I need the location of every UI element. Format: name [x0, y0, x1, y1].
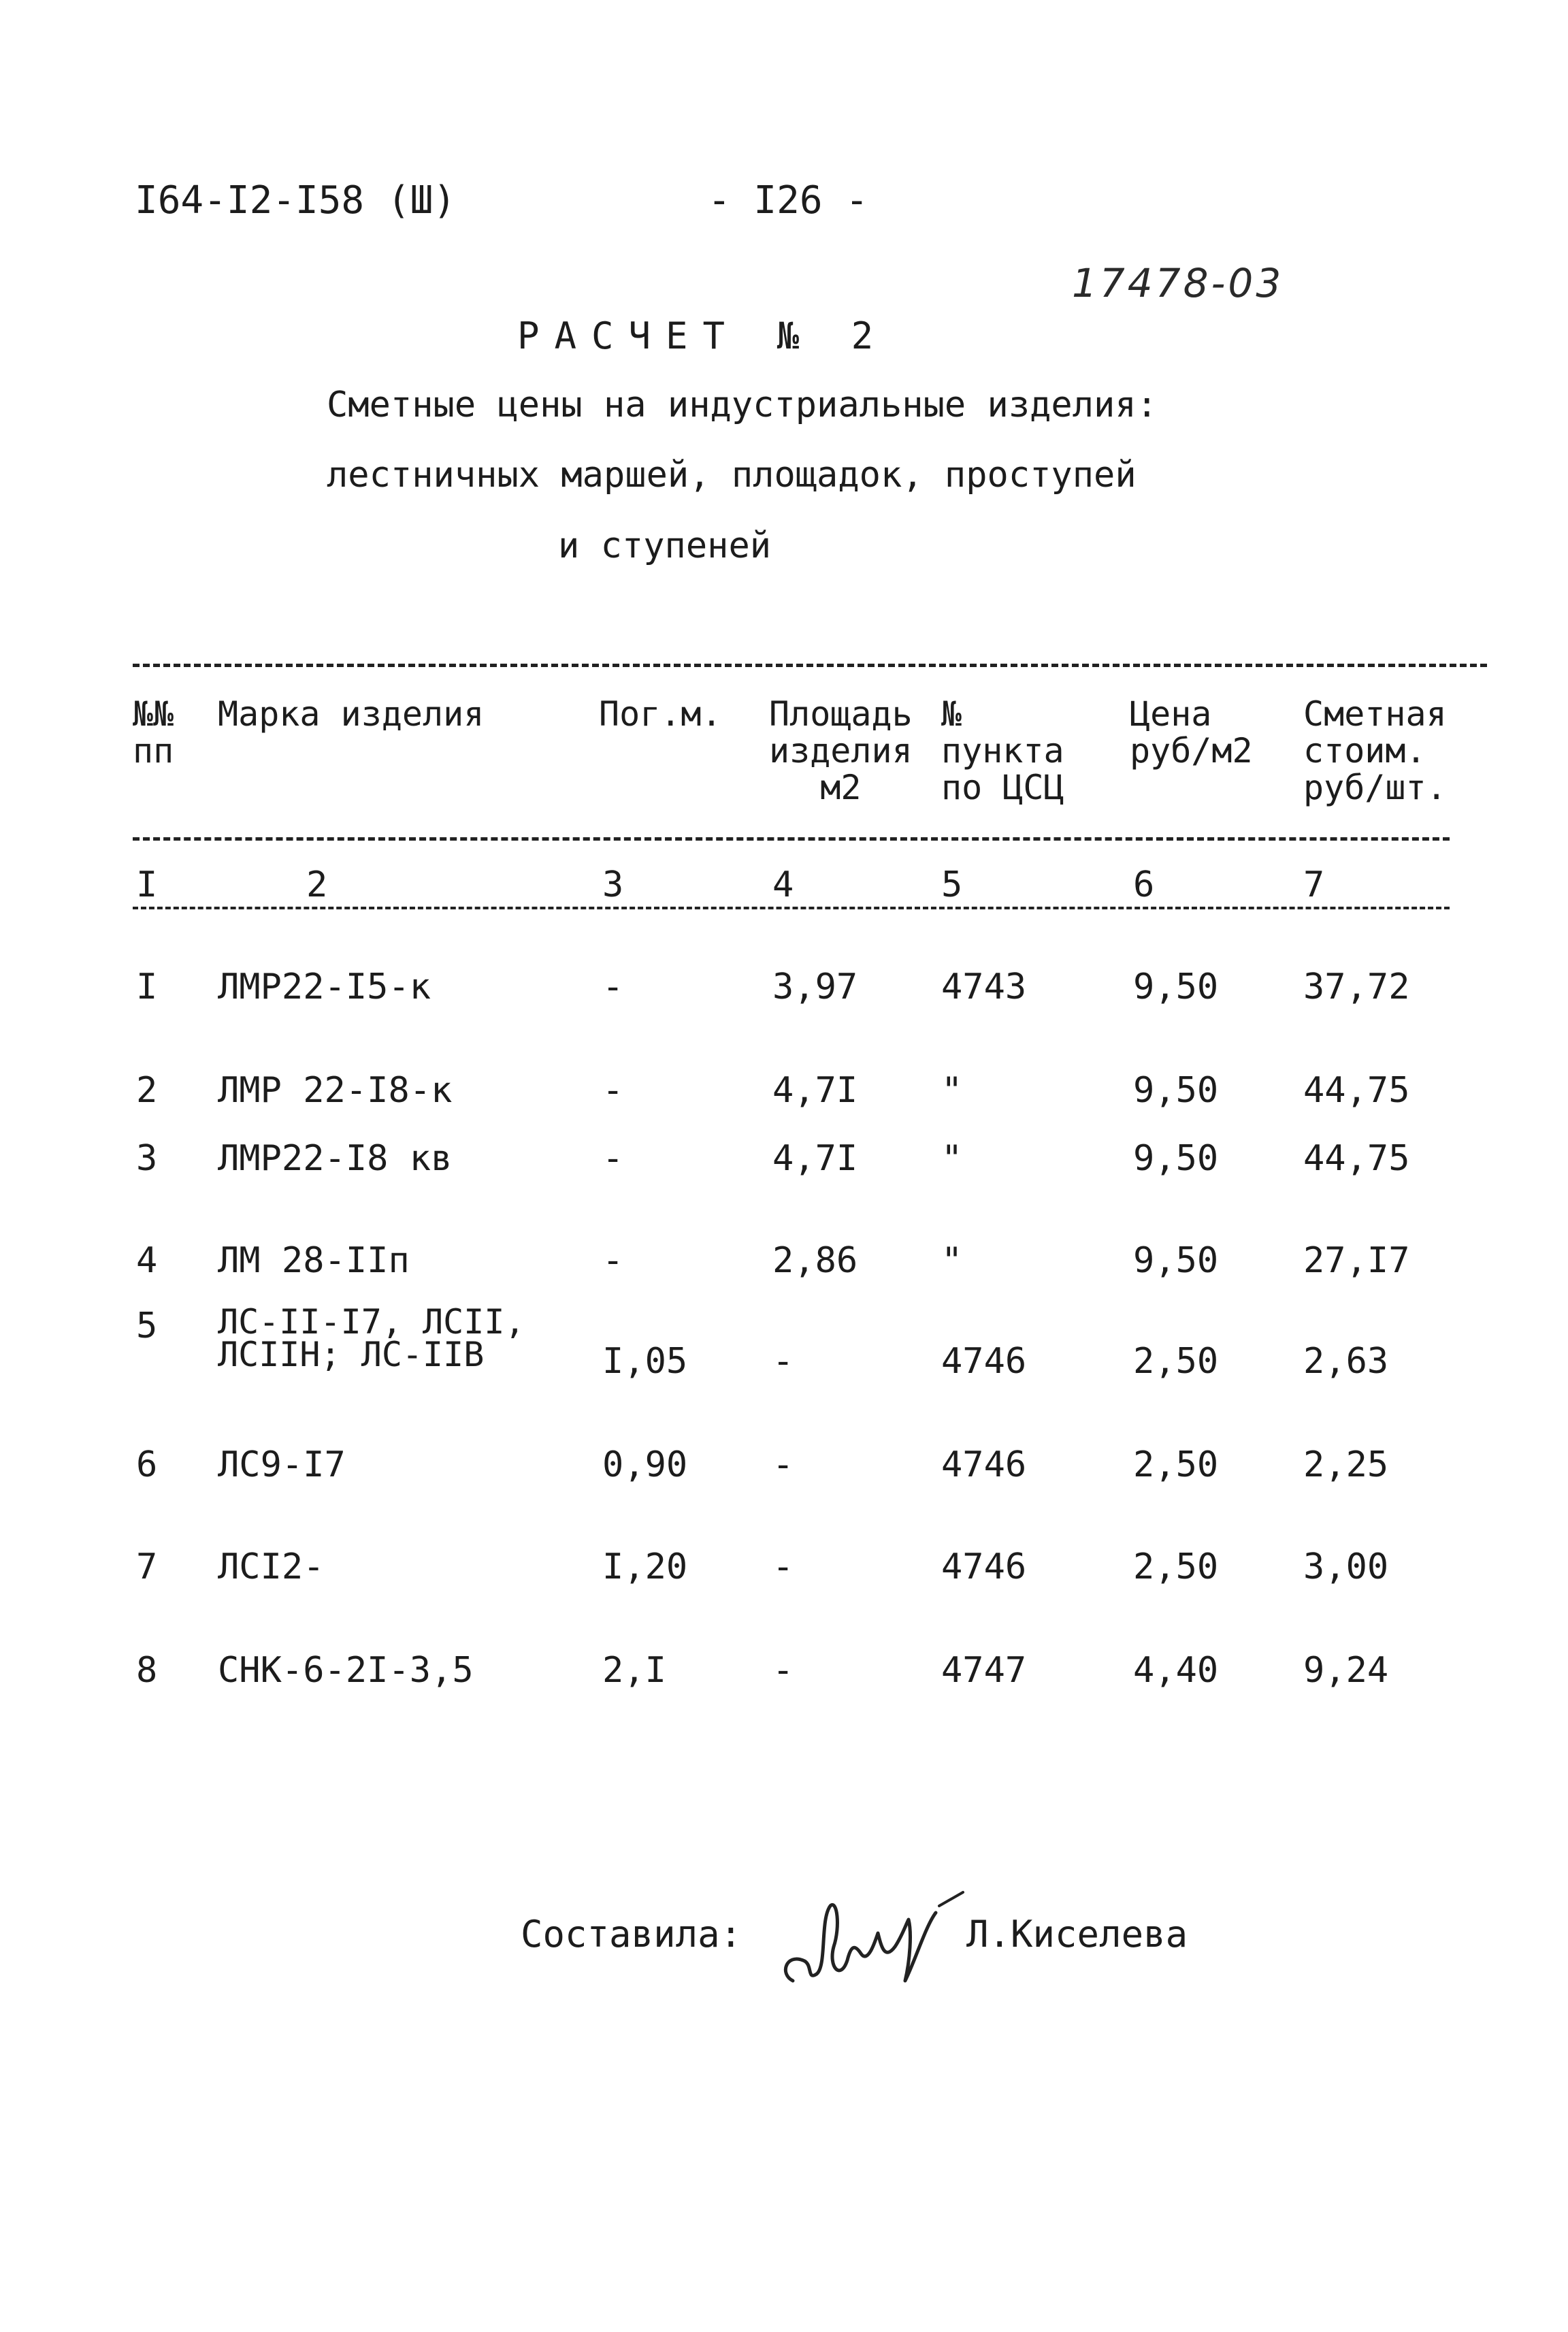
subtitle-line-1: Сметные цены на индустриальные изделия:	[327, 385, 1158, 425]
unit-price: 9,50	[1133, 1240, 1219, 1281]
estimated-cost: 44,75	[1303, 1070, 1410, 1111]
product-mark: ЛМ 28-IIп	[218, 1240, 410, 1281]
estimated-cost: 44,75	[1303, 1138, 1410, 1179]
area-value: -	[772, 1444, 794, 1485]
estimated-cost: 2,63	[1303, 1341, 1389, 1382]
header-col-4: Площадь изделия м2	[769, 694, 913, 807]
row-number: I	[136, 967, 158, 1007]
price-item: 4747	[941, 1650, 1027, 1691]
header-col-7: Сметная стоим. руб/шт.	[1303, 694, 1447, 807]
product-mark: ЛСI2-	[218, 1546, 325, 1587]
price-item: "	[941, 1240, 963, 1281]
compiler-name: Л.Киселева	[966, 1913, 1188, 1956]
estimated-cost: 37,72	[1303, 967, 1410, 1007]
subtitle-line-3: и ступеней	[558, 525, 772, 566]
column-number-6: 6	[1133, 864, 1155, 905]
estimated-cost: 27,I7	[1303, 1240, 1410, 1281]
length-value: I,20	[602, 1546, 688, 1587]
length-value: -	[602, 1138, 624, 1179]
unit-price: 2,50	[1133, 1341, 1219, 1382]
unit-price: 4,40	[1133, 1650, 1219, 1691]
header-col-6: Цена руб/м2	[1130, 694, 1253, 771]
product-mark: ЛМР 22-I8-к	[218, 1070, 453, 1111]
row-number: 3	[136, 1138, 158, 1179]
column-number-7: 7	[1303, 864, 1325, 905]
row-number: 2	[136, 1070, 158, 1111]
unit-price: 9,50	[1133, 967, 1219, 1007]
estimated-cost: 9,24	[1303, 1650, 1389, 1691]
price-item: 4746	[941, 1341, 1027, 1382]
area-value: 4,7I	[772, 1070, 858, 1111]
price-item: 4746	[941, 1444, 1027, 1485]
compiled-by-label: Составила:	[521, 1913, 742, 1956]
price-item: 4746	[941, 1546, 1027, 1587]
price-item: "	[941, 1070, 963, 1111]
length-value: I,05	[602, 1341, 688, 1382]
area-value: 3,97	[772, 967, 858, 1007]
column-numbers-rule	[133, 907, 1450, 909]
area-value: 4,7I	[772, 1138, 858, 1179]
area-value: -	[772, 1650, 794, 1691]
unit-price: 9,50	[1133, 1070, 1219, 1111]
row-number: 7	[136, 1546, 158, 1587]
column-number-5: 5	[941, 864, 963, 905]
product-mark: СНК-6-2I-3,5	[218, 1650, 474, 1691]
column-number-3: 3	[602, 864, 624, 905]
product-mark: ЛМР22-I5-к	[218, 967, 431, 1007]
length-value: 0,90	[602, 1444, 688, 1485]
column-number-1: I	[136, 864, 158, 905]
unit-price: 2,50	[1133, 1444, 1219, 1485]
price-item: "	[941, 1138, 963, 1179]
length-value: 2,I	[602, 1650, 666, 1691]
column-number-4: 4	[772, 864, 794, 905]
row-number: 8	[136, 1650, 158, 1691]
product-mark: ЛС9-I7	[218, 1444, 346, 1485]
unit-price: 9,50	[1133, 1138, 1219, 1179]
length-value: -	[602, 967, 624, 1007]
header-bottom-rule	[133, 837, 1450, 841]
header-col-1: №№ пп	[133, 694, 174, 771]
length-value: -	[602, 1070, 624, 1111]
estimated-cost: 2,25	[1303, 1444, 1389, 1485]
price-item: 4743	[941, 967, 1027, 1007]
area-value: -	[772, 1341, 794, 1382]
length-value: -	[602, 1240, 624, 1281]
product-mark: ЛС-II-I7, ЛСII, ЛСIIН; ЛС-IIВ	[218, 1302, 525, 1374]
header-col-3: Пог.м.	[599, 694, 722, 734]
area-value: -	[772, 1546, 794, 1587]
subtitle-line-2: лестничных маршей, площадок, проступей	[327, 455, 1137, 496]
product-mark: ЛМР22-I8 кв	[218, 1138, 453, 1179]
handwritten-number: 17478-03	[1072, 260, 1284, 306]
header-col-5: № пункта по ЦСЦ	[941, 694, 1064, 807]
row-number: 5	[136, 1306, 158, 1346]
handwritten-signature	[766, 1879, 970, 1994]
area-value: 2,86	[772, 1240, 858, 1281]
estimated-cost: 3,00	[1303, 1546, 1389, 1587]
row-number: 4	[136, 1240, 158, 1281]
unit-price: 2,50	[1133, 1546, 1219, 1587]
page-title: РАСЧЕТ № 2	[517, 314, 889, 357]
column-number-2: 2	[306, 864, 328, 905]
table-top-rule	[133, 664, 1487, 667]
document-code: I64-I2-I58 (Ш)	[135, 178, 457, 223]
page-number: - I26 -	[708, 178, 869, 223]
row-number: 6	[136, 1444, 158, 1485]
header-col-2: Марка изделия	[218, 694, 485, 734]
